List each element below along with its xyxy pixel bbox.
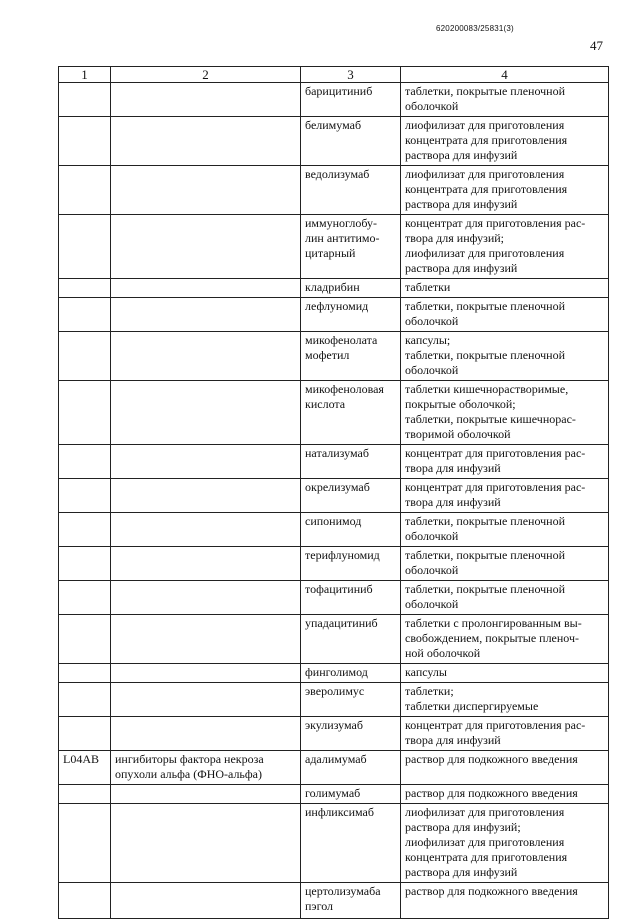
atc-code-cell xyxy=(59,166,111,215)
group-name-cell xyxy=(111,883,301,919)
drug-name-cell xyxy=(301,683,401,717)
dosage-form-text: таблетки xyxy=(405,280,451,294)
drug-name-cell xyxy=(301,479,401,513)
column-header: 1 xyxy=(59,67,111,83)
atc-code-cell xyxy=(59,298,111,332)
dosage-form-cell xyxy=(401,804,609,883)
drug-name-cell xyxy=(301,381,401,445)
group-name-cell xyxy=(111,615,301,664)
dosage-form-cell xyxy=(401,664,609,683)
drug-name-cell xyxy=(301,166,401,215)
table-row xyxy=(59,804,609,883)
dosage-form-cell xyxy=(401,332,609,381)
drug-name-cell xyxy=(301,83,401,117)
drug-name-text: упадацитиниб xyxy=(305,616,378,630)
drug-name-cell xyxy=(301,581,401,615)
table-row xyxy=(59,445,609,479)
group-name-cell xyxy=(111,445,301,479)
atc-code-cell xyxy=(59,83,111,117)
table-row xyxy=(59,883,609,919)
dosage-form-text: капсулы; таблетки, покрытые пленочной оболочкой xyxy=(405,333,566,377)
table-row xyxy=(59,298,609,332)
group-name-cell xyxy=(111,117,301,166)
column-header: 2 xyxy=(111,67,301,83)
atc-code-cell xyxy=(59,804,111,883)
dosage-form-cell xyxy=(401,479,609,513)
dosage-form-text: таблетки с пролонгированным вы- свобождением, покрытые пленоч- ной оболочкой xyxy=(405,616,582,660)
group-name-cell xyxy=(111,581,301,615)
table-row xyxy=(59,751,609,785)
drug-name-text: сипонимод xyxy=(305,514,362,528)
drug-name-cell xyxy=(301,298,401,332)
dosage-form-text: капсулы xyxy=(405,665,447,679)
group-name-cell xyxy=(111,683,301,717)
dosage-form-text: лиофилизат для приготовления концентрата для приготовления раствора для инфузий xyxy=(405,167,568,211)
group-name-cell xyxy=(111,513,301,547)
group-name-cell xyxy=(111,83,301,117)
dosage-form-text: концентрат для приготовления рас- твора для инфузий xyxy=(405,480,586,509)
group-name-cell xyxy=(111,332,301,381)
table-row xyxy=(59,83,609,117)
drug-name-cell xyxy=(301,664,401,683)
drug-table-body xyxy=(59,67,609,919)
drug-name-text: микофенолата мофетил xyxy=(305,333,378,362)
dosage-form-cell xyxy=(401,117,609,166)
table-row xyxy=(59,664,609,683)
group-name-cell xyxy=(111,381,301,445)
drug-name-cell xyxy=(301,215,401,279)
dosage-form-cell xyxy=(401,83,609,117)
dosage-form-text: таблетки, покрытые пленочной оболочкой xyxy=(405,582,566,611)
column-header: 3 xyxy=(301,67,401,83)
drug-name-text: эверолимус xyxy=(305,684,365,698)
atc-code-cell xyxy=(59,332,111,381)
dosage-form-text: таблетки, покрытые пленочной оболочкой xyxy=(405,84,566,113)
dosage-form-cell xyxy=(401,445,609,479)
atc-code-cell xyxy=(59,215,111,279)
drug-name-text: экулизумаб xyxy=(305,718,363,732)
column-header: 4 xyxy=(401,67,609,83)
page-number: 47 xyxy=(590,38,603,53)
dosage-form-cell xyxy=(401,513,609,547)
atc-code-cell xyxy=(59,615,111,664)
table-row xyxy=(59,279,609,298)
atc-code-cell xyxy=(59,445,111,479)
drug-name-cell xyxy=(301,883,401,919)
group-name-cell xyxy=(111,215,301,279)
table-row xyxy=(59,683,609,717)
atc-code-cell xyxy=(59,117,111,166)
drug-name-cell xyxy=(301,785,401,804)
drug-name-text: терифлуномид xyxy=(305,548,380,562)
atc-code-cell xyxy=(59,683,111,717)
dosage-form-text: концентрат для приготовления рас- твора для инфузий xyxy=(405,446,586,475)
atc-code-cell xyxy=(59,751,111,785)
drug-name-text: барицитиниб xyxy=(305,84,373,98)
drug-name-cell xyxy=(301,117,401,166)
drug-name-cell xyxy=(301,804,401,883)
group-name-cell xyxy=(111,785,301,804)
dosage-form-text: таблетки, покрытые пленочной оболочкой xyxy=(405,548,566,577)
dosage-form-cell xyxy=(401,298,609,332)
table-row xyxy=(59,547,609,581)
table-row xyxy=(59,785,609,804)
drug-name-text: инфликсимаб xyxy=(305,805,374,819)
drug-name-text: цертолизумаба пэгол xyxy=(305,884,381,913)
drug-name-cell xyxy=(301,279,401,298)
dosage-form-cell xyxy=(401,683,609,717)
atc-code-text: L04AB xyxy=(63,752,99,766)
drug-name-text: окрелизумаб xyxy=(305,480,370,494)
dosage-form-text: таблетки, покрытые пленочной оболочкой xyxy=(405,514,566,543)
drug-name-text: финголимод xyxy=(305,665,368,679)
table-row xyxy=(59,615,609,664)
drug-table xyxy=(58,66,609,919)
group-name-cell xyxy=(111,804,301,883)
drug-name-cell xyxy=(301,332,401,381)
drug-name-text: микофеноловая кислота xyxy=(305,382,384,411)
drug-name-text: тофацитиниб xyxy=(305,582,373,596)
atc-code-cell xyxy=(59,717,111,751)
atc-code-cell xyxy=(59,381,111,445)
atc-code-cell xyxy=(59,581,111,615)
group-name-text: ингибиторы фактора некроза опухоли альфа (ФНО-альфа) xyxy=(115,752,264,781)
document-id: 620200083/25831(3) xyxy=(436,24,514,33)
dosage-form-text: лиофилизат для приготовления раствора для инфузий; лиофилизат для приготовления концентрата для приготовления раствора для инфузий xyxy=(405,805,568,879)
dosage-form-text: лиофилизат для приготовления концентрата для приготовления раствора для инфузий xyxy=(405,118,568,162)
atc-code-cell xyxy=(59,479,111,513)
group-name-cell xyxy=(111,166,301,215)
drug-name-cell xyxy=(301,513,401,547)
atc-code-cell xyxy=(59,785,111,804)
group-name-cell xyxy=(111,298,301,332)
atc-code-cell xyxy=(59,279,111,298)
group-name-cell xyxy=(111,547,301,581)
group-name-cell xyxy=(111,279,301,298)
table-row xyxy=(59,581,609,615)
atc-code-cell xyxy=(59,664,111,683)
table-row xyxy=(59,513,609,547)
dosage-form-cell xyxy=(401,717,609,751)
dosage-form-cell xyxy=(401,381,609,445)
drug-name-text: голимумаб xyxy=(305,786,361,800)
dosage-form-text: раствор для подкожного введения xyxy=(405,752,578,766)
group-name-cell xyxy=(111,664,301,683)
table-row xyxy=(59,215,609,279)
table-row xyxy=(59,117,609,166)
dosage-form-cell xyxy=(401,751,609,785)
dosage-form-cell xyxy=(401,615,609,664)
drug-name-text: кладрибин xyxy=(305,280,360,294)
dosage-form-cell xyxy=(401,785,609,804)
drug-name-text: белимумаб xyxy=(305,118,362,132)
table-row xyxy=(59,717,609,751)
drug-name-cell xyxy=(301,751,401,785)
dosage-form-text: таблетки кишечнорастворимые, покрытые оболочкой; таблетки, покрытые кишечнорас- творимой оболочкой xyxy=(405,382,576,441)
dosage-form-cell xyxy=(401,166,609,215)
table-row xyxy=(59,381,609,445)
drug-name-text: натализумаб xyxy=(305,446,369,460)
dosage-form-cell xyxy=(401,279,609,298)
dosage-form-cell xyxy=(401,215,609,279)
drug-name-cell xyxy=(301,717,401,751)
dosage-form-text: концентрат для приготовления рас- твора для инфузий; лиофилизат для приготовления раствора для инфузий xyxy=(405,216,586,275)
table-row xyxy=(59,479,609,513)
atc-code-cell xyxy=(59,513,111,547)
drug-name-cell xyxy=(301,445,401,479)
drug-name-cell xyxy=(301,547,401,581)
dosage-form-text: таблетки, покрытые пленочной оболочкой xyxy=(405,299,566,328)
dosage-form-text: концентрат для приготовления рас- твора для инфузий xyxy=(405,718,586,747)
dosage-form-cell xyxy=(401,581,609,615)
group-name-cell xyxy=(111,717,301,751)
drug-name-text: лефлуномид xyxy=(305,299,369,313)
drug-name-text: иммуноглобу- лин антитимо- цитарный xyxy=(305,216,380,260)
table-row xyxy=(59,332,609,381)
table-header-row xyxy=(59,67,609,83)
group-name-cell xyxy=(111,479,301,513)
drug-name-text: ведолизумаб xyxy=(305,167,370,181)
drug-name-cell xyxy=(301,615,401,664)
dosage-form-text: раствор для подкожного введения xyxy=(405,884,578,898)
table-row xyxy=(59,166,609,215)
drug-name-text: адалимумаб xyxy=(305,752,367,766)
atc-code-cell xyxy=(59,883,111,919)
group-name-cell xyxy=(111,751,301,785)
dosage-form-cell xyxy=(401,883,609,919)
atc-code-cell xyxy=(59,547,111,581)
dosage-form-text: таблетки; таблетки диспергируемые xyxy=(405,684,539,713)
dosage-form-cell xyxy=(401,547,609,581)
dosage-form-text: раствор для подкожного введения xyxy=(405,786,578,800)
